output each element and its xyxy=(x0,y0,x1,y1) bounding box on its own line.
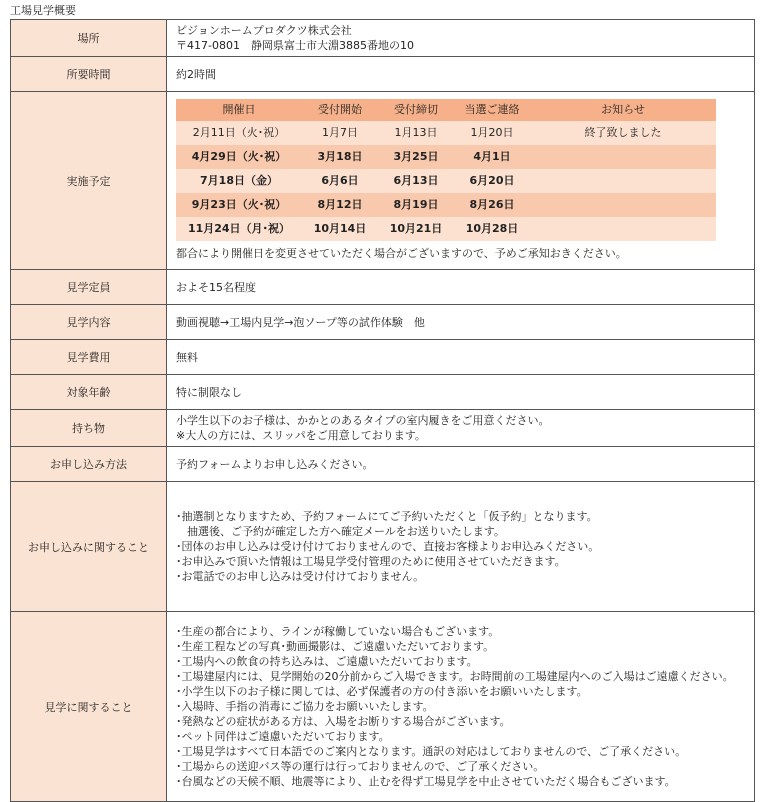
cell-start: 3月18日 xyxy=(302,145,378,169)
schedule-row xyxy=(176,145,716,169)
overview-table xyxy=(10,19,755,802)
label-capacity: 見学定員 xyxy=(11,270,167,305)
visit-note-line: ･工場内への飲食の持ち込みは、ご遠慮いただいております。 xyxy=(176,655,478,668)
cell-deadline: 10月21日 xyxy=(378,217,454,241)
apply-note-line: ･抽選制となりますため、予約フォームにてご予約いただくと「仮予約」となります。 xyxy=(176,510,598,523)
label-fee: 見学費用 xyxy=(11,340,167,375)
row-fee xyxy=(11,340,755,375)
cell-date: 4月29日（火･祝） xyxy=(176,145,302,169)
value-apply-notes xyxy=(167,482,755,612)
page-caption: 工場見学概要 xyxy=(10,4,76,17)
value-apply-method: 予約フォームよりお申し込みください。 xyxy=(167,447,755,482)
cell-notify: 8月26日 xyxy=(454,193,530,217)
header-notify: 当選ご連絡 xyxy=(454,99,530,121)
apply-note-line: ･お申込みで頂いた情報は工場見学受付管理のために使用させていただきます。 xyxy=(176,555,566,568)
cell-notify: 1月20日 xyxy=(454,121,530,145)
row-visit-notes xyxy=(11,612,755,802)
items-line: ※大人の方には、スリッパをご用意しております。 xyxy=(176,429,426,442)
value-capacity: およそ15名程度 xyxy=(167,270,755,305)
value-age: 特に制限なし xyxy=(167,375,755,410)
row-duration xyxy=(11,57,755,92)
cell-start: 1月7日 xyxy=(302,121,378,145)
cell-deadline: 6月13日 xyxy=(378,169,454,193)
label-age: 対象年齢 xyxy=(11,375,167,410)
visit-note-line: ･工場建屋内には、見学開始の20分前からご入場できます。お時間前の工場建屋内へのご入場はご遠慮ください。 xyxy=(176,670,734,683)
visit-note-line: ･入場時、手指の消毒にご協力をお願いいたします。 xyxy=(176,700,434,713)
value-duration: 約2時間 xyxy=(167,57,755,92)
apply-note-line: ･団体のお申し込みは受け付けておりませんので、直接お客様よりお申込みください。 xyxy=(176,540,600,553)
cell-notice xyxy=(530,217,716,241)
value-location xyxy=(167,20,755,57)
cell-notify: 10月28日 xyxy=(454,217,530,241)
header-deadline: 受付締切 xyxy=(378,99,454,121)
schedule-note: 都合により開催日を変更させていただく場合がございますので、予めご承知おきください。 xyxy=(176,246,627,260)
address: 〒417-0801 静岡県富士市大淵3885番地の10 xyxy=(176,39,414,52)
visit-note-line: ･生産工程などの写真･動画撮影は、ご遠慮いただいております。 xyxy=(176,640,495,653)
row-schedule xyxy=(11,92,755,270)
cell-notify: 4月1日 xyxy=(454,145,530,169)
visit-note-line: ･生産の都合により、ラインが稼働していない場合もございます。 xyxy=(176,625,500,638)
header-start: 受付開始 xyxy=(302,99,378,121)
visit-note-line: ･小学生以下のお子様に関しては、必ず保護者の方の付き添いをお願いいたします。 xyxy=(176,685,588,698)
label-content: 見学内容 xyxy=(11,305,167,340)
schedule-row xyxy=(176,193,716,217)
schedule-row xyxy=(176,169,716,193)
schedule-header-row xyxy=(176,99,716,121)
company-name: ピジョンホームプロダクツ株式会社 xyxy=(176,24,352,37)
header-notice: お知らせ xyxy=(530,99,716,121)
visit-note-line: ･工場からの送迎バス等の運行は行っておりませんので、ご了承ください。 xyxy=(176,760,545,773)
row-content xyxy=(11,305,755,340)
visit-note-line: ･工場見学はすべて日本語でのご案内となります。通訳の対応はしておりませんので、ご了承ください。 xyxy=(176,745,687,758)
value-items xyxy=(167,410,755,447)
cell-start: 6月6日 xyxy=(302,169,378,193)
cell-deadline: 8月19日 xyxy=(378,193,454,217)
apply-note-line: ･お電話でのお申し込みは受け付けておりません。 xyxy=(176,570,425,583)
cell-date: 11月24日（月･祝） xyxy=(176,217,302,241)
cell-deadline: 3月25日 xyxy=(378,145,454,169)
items-line: 小学生以下のお子様は、かかとのあるタイプの室内履きをご用意ください。 xyxy=(176,414,550,427)
header-date: 開催日 xyxy=(176,99,302,121)
value-content: 動画視聴→工場内見学→泡ソープ等の試作体験 他 xyxy=(167,305,755,340)
label-visit-notes: 見学に関すること xyxy=(11,612,167,802)
cell-start: 8月12日 xyxy=(302,193,378,217)
row-capacity xyxy=(11,270,755,305)
cell-notice xyxy=(530,145,716,169)
cell-deadline: 1月13日 xyxy=(378,121,454,145)
cell-notify: 6月20日 xyxy=(454,169,530,193)
visit-note-line: ･台風などの天候不順、地震等により、止むを得ず工場見学を中止させていただく場合もございます。 xyxy=(176,775,676,788)
row-location xyxy=(11,20,755,57)
row-apply-method xyxy=(11,447,755,482)
label-apply-notes: お申し込みに関すること xyxy=(11,482,167,612)
cell-start: 10月14日 xyxy=(302,217,378,241)
schedule-row xyxy=(176,217,716,241)
row-apply-notes xyxy=(11,482,755,612)
cell-notice: 終了致しました xyxy=(530,121,716,145)
schedule-row xyxy=(176,121,716,145)
row-age xyxy=(11,375,755,410)
label-location: 場所 xyxy=(11,20,167,57)
value-fee: 無料 xyxy=(167,340,755,375)
cell-date: 9月23日（火･祝） xyxy=(176,193,302,217)
schedule-table xyxy=(176,99,716,241)
label-duration: 所要時間 xyxy=(11,57,167,92)
visit-note-line: ･発熱などの症状がある方は、入場をお断りする場合がございます。 xyxy=(176,715,511,728)
label-items: 持ち物 xyxy=(11,410,167,447)
visit-note-line: ･ペット同伴はご遠慮いただいております。 xyxy=(176,730,390,743)
cell-notice xyxy=(530,169,716,193)
row-items xyxy=(11,410,755,447)
cell-notice xyxy=(530,193,716,217)
cell-date: 2月11日（火･祝） xyxy=(176,121,302,145)
label-apply-method: お申し込み方法 xyxy=(11,447,167,482)
apply-note-line: 抽選後、ご予約が確定した方へ確定メールをお送りいたします。 xyxy=(176,525,505,538)
value-schedule xyxy=(167,92,755,270)
cell-date: 7月18日（金） xyxy=(176,169,302,193)
label-schedule: 実施予定 xyxy=(11,92,167,270)
value-visit-notes xyxy=(167,612,755,802)
